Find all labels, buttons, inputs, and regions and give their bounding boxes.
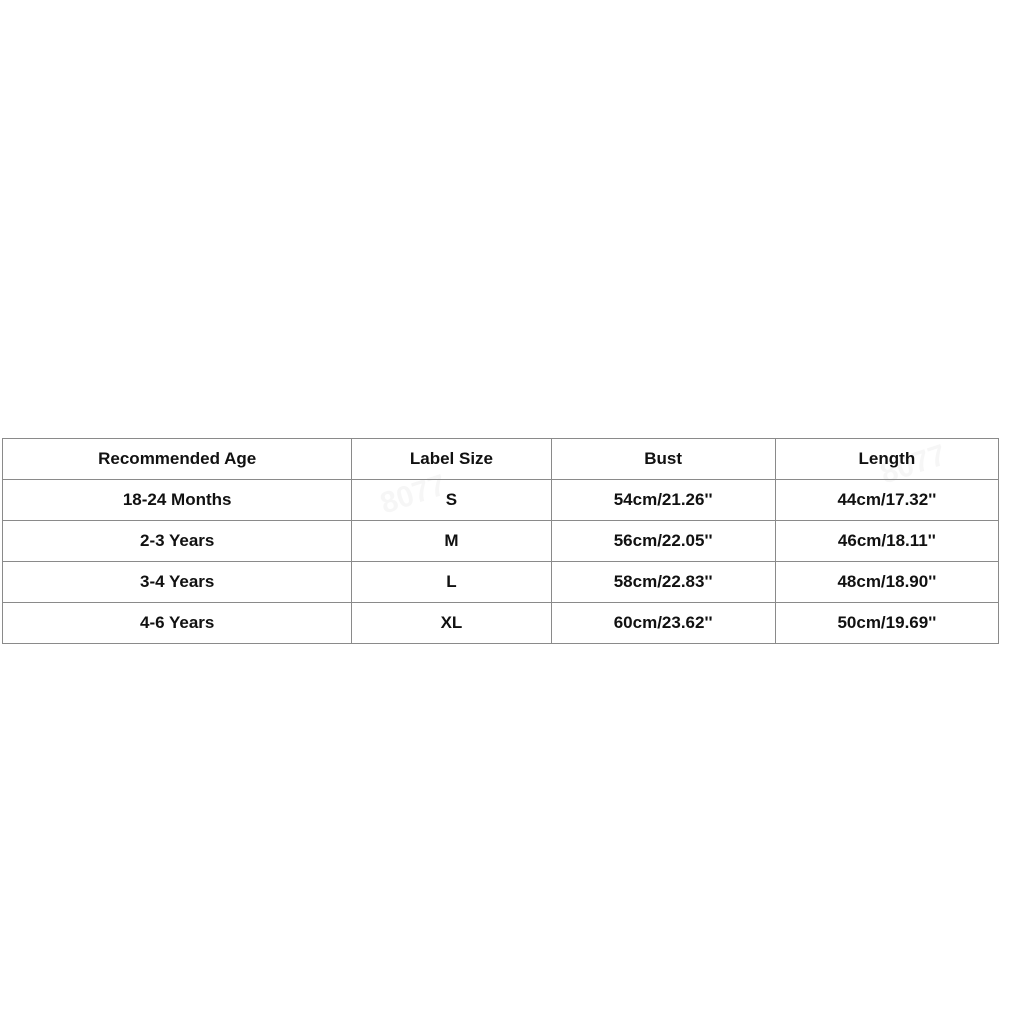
header-recommended-age: Recommended Age (3, 439, 352, 480)
cell-label-size: S (352, 480, 551, 521)
cell-bust: 58cm/22.83'' (551, 562, 775, 603)
table-row (3, 562, 999, 603)
cell-age: 3-4 Years (3, 562, 352, 603)
cell-bust: 60cm/23.62'' (551, 603, 775, 644)
cell-label-size: L (352, 562, 551, 603)
table-header-row (3, 439, 999, 480)
cell-bust: 56cm/22.05'' (551, 521, 775, 562)
cell-age: 2-3 Years (3, 521, 352, 562)
table-row (3, 603, 999, 644)
cell-length: 44cm/17.32'' (775, 480, 998, 521)
cell-label-size: XL (352, 603, 551, 644)
header-length: Length (775, 439, 998, 480)
cell-bust: 54cm/21.26'' (551, 480, 775, 521)
cell-age: 18-24 Months (3, 480, 352, 521)
cell-length: 48cm/18.90'' (775, 562, 998, 603)
size-chart-table (2, 438, 999, 644)
header-bust: Bust (551, 439, 775, 480)
cell-length: 50cm/19.69'' (775, 603, 998, 644)
cell-label-size: M (352, 521, 551, 562)
header-label-size: Label Size (352, 439, 551, 480)
table-row (3, 521, 999, 562)
table-row (3, 480, 999, 521)
cell-age: 4-6 Years (3, 603, 352, 644)
cell-length: 46cm/18.11'' (775, 521, 998, 562)
